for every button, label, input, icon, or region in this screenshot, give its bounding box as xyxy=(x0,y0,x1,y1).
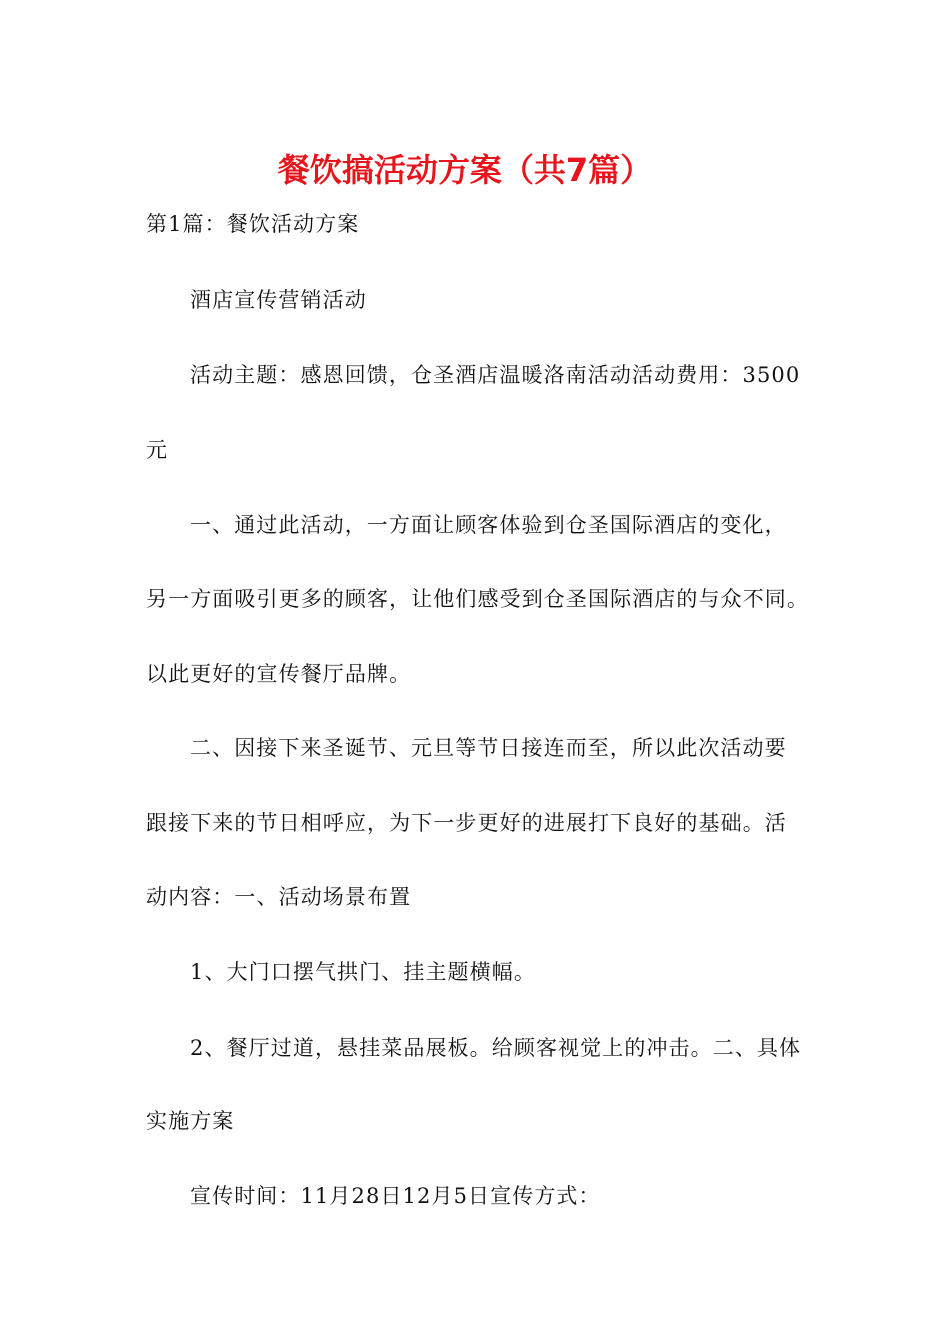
paragraph-line: 酒店宣传营销活动 xyxy=(190,288,367,312)
paragraph-line: 实施方案 xyxy=(146,1109,235,1133)
paragraph-line: 2、餐厅过道，悬挂菜品展板。给顾客视觉上的冲击。二、具体 xyxy=(190,1036,802,1060)
paragraph-line: 另一方面吸引更多的顾客，让他们感受到仓圣国际酒店的与众不同。 xyxy=(146,587,809,611)
paragraph-line: 跟接下来的节日相呼应，为下一步更好的进展打下良好的基础。活 xyxy=(146,811,787,835)
paragraph-line: 二、因接下来圣诞节、元旦等节日接连而至，所以此次活动要 xyxy=(190,736,787,760)
paragraph-line: 元 xyxy=(146,438,169,462)
paragraph-line: 以此更好的宣传餐厅品牌。 xyxy=(146,662,412,686)
paragraph-line: 1、大门口摆气拱门、挂主题横幅。 xyxy=(190,960,536,984)
paragraph-line: 宣传时间：11月28日12月5日宣传方式： xyxy=(190,1184,601,1208)
paragraph-line: 一、通过此活动，一方面让顾客体验到仓圣国际酒店的变化， xyxy=(190,513,787,537)
paragraph-line: 活动主题：感恩回馈，仓圣酒店温暖洛南活动活动费用：3500 xyxy=(190,363,801,387)
document-title: 餐饮搞活动方案（共7篇） xyxy=(277,151,653,189)
paragraph-line: 动内容：一、活动场景布置 xyxy=(146,885,412,909)
section-heading: 第1篇：餐饮活动方案 xyxy=(146,212,360,236)
